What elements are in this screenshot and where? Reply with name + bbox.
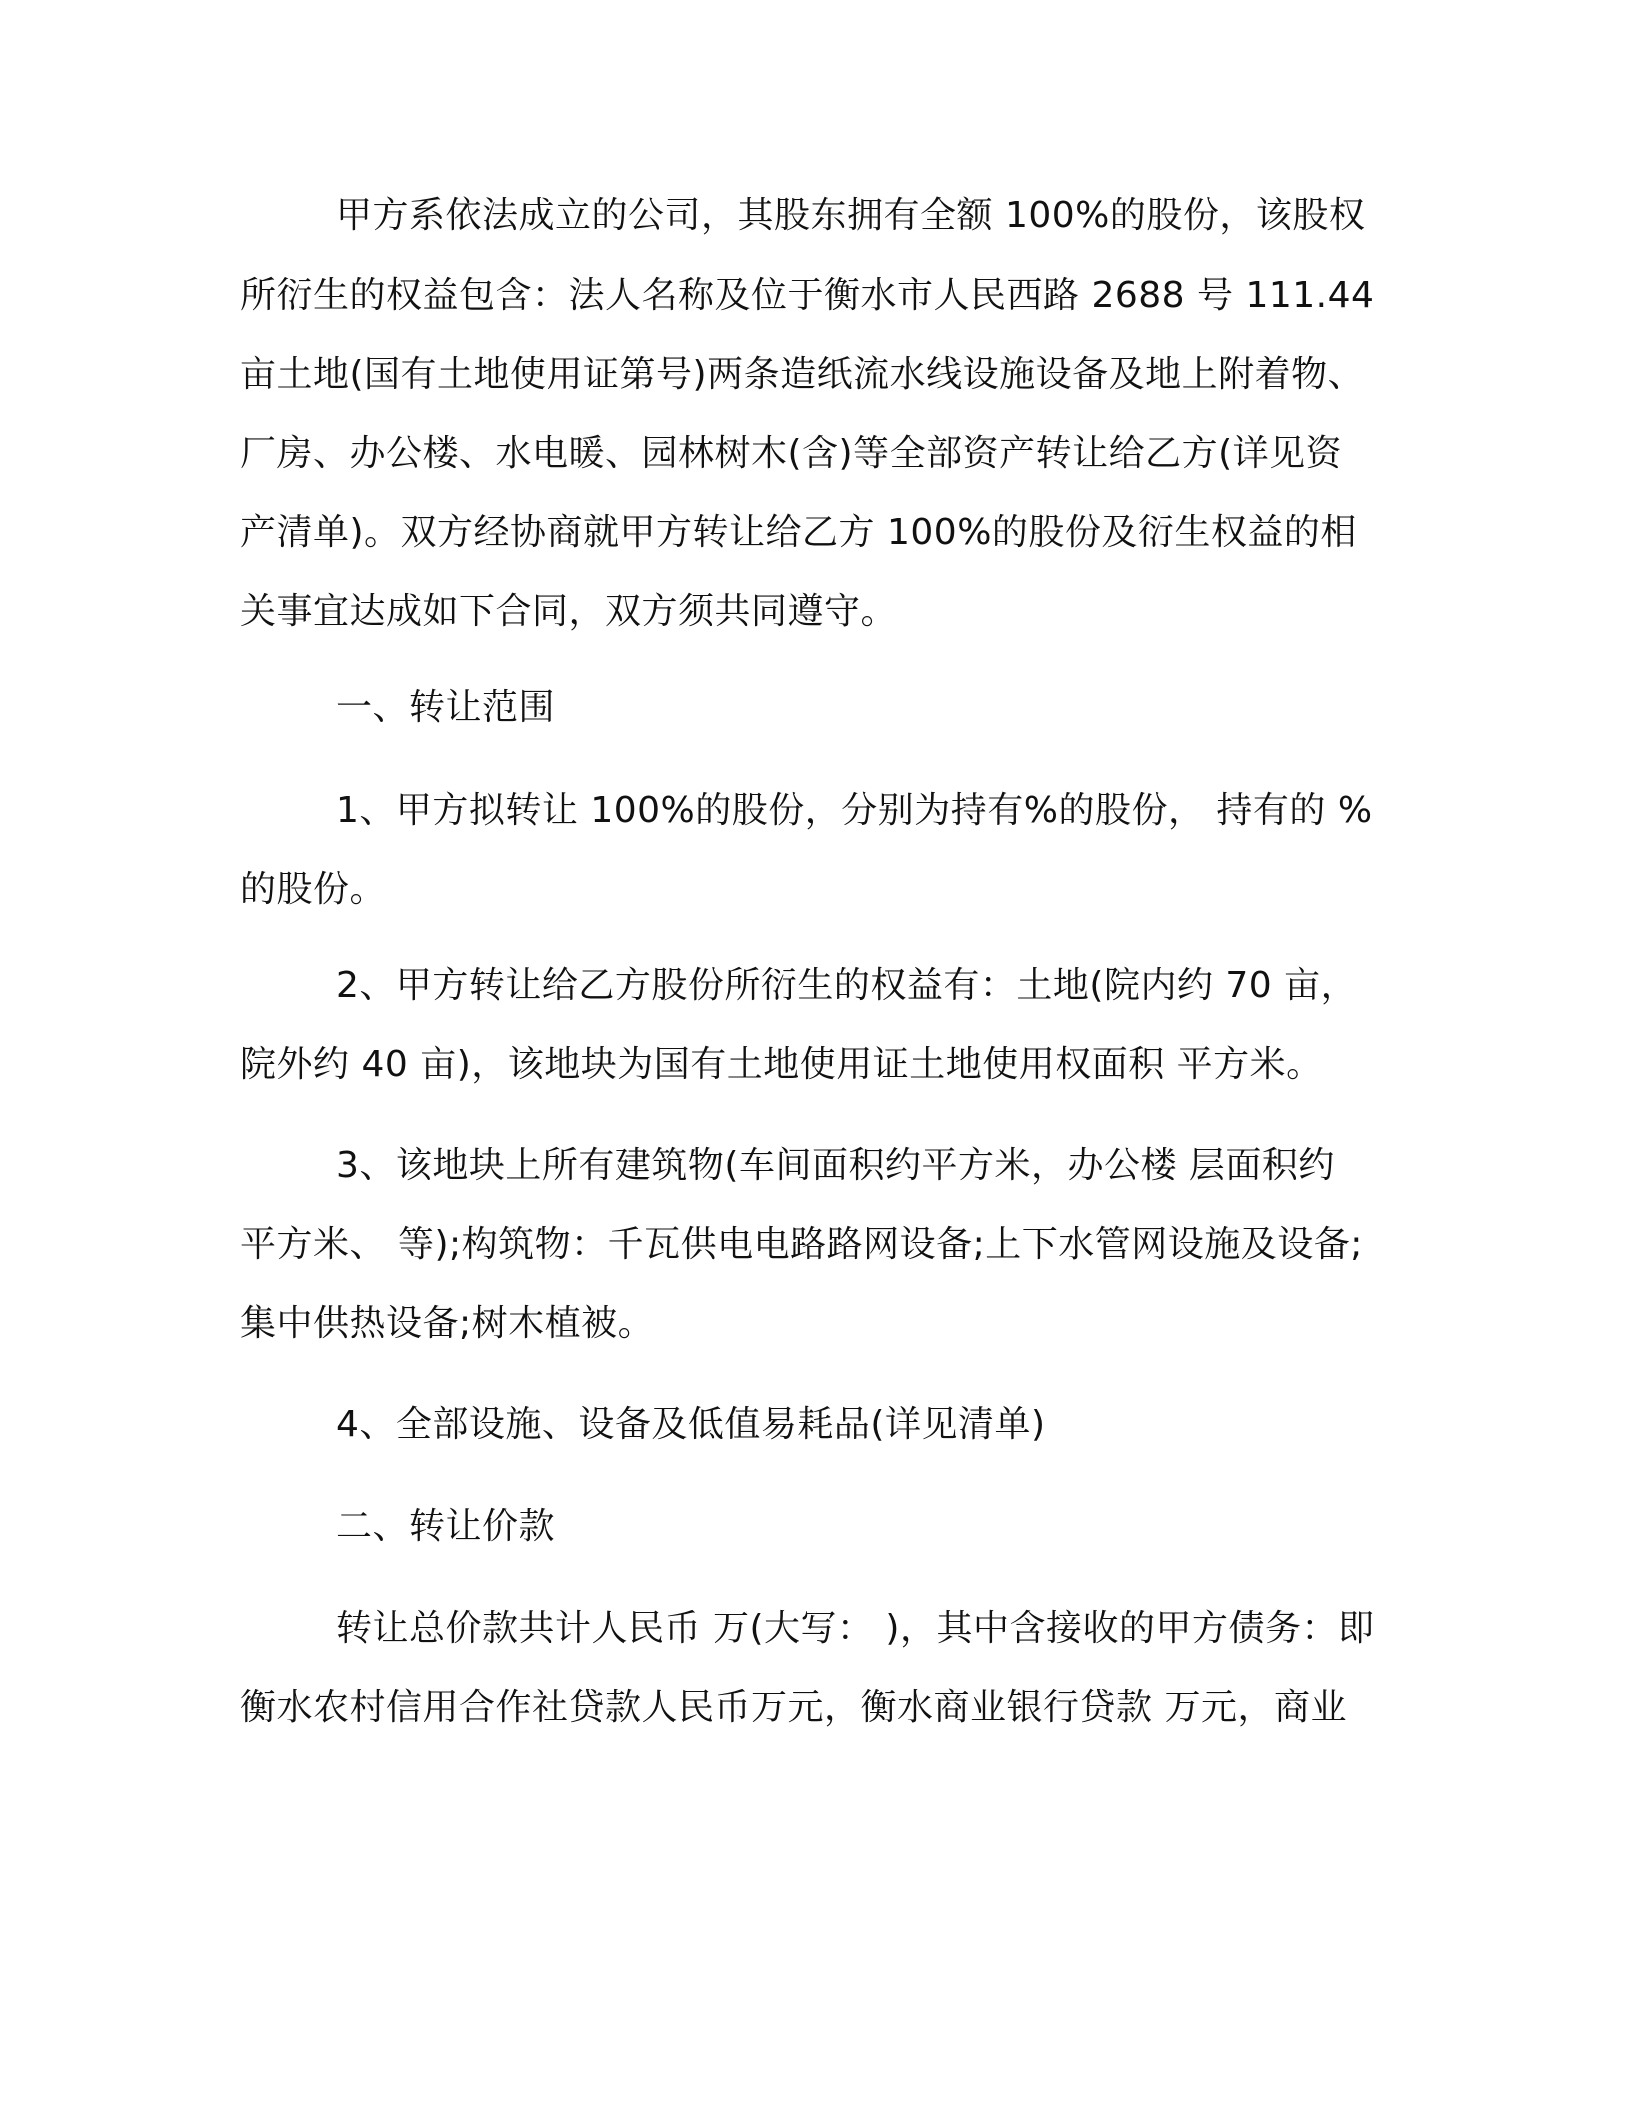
item-1-line-1: 1、甲方拟转让 100%的股份，分别为持有%的股份， 持有的 % (336, 790, 1373, 831)
price-line-1: 转让总价款共计人民币 万(大写： )，其中含接收的甲方债务：即 (336, 1608, 1375, 1649)
item-4-line-1: 4、全部设施、设备及低值易耗品(详见清单) (336, 1404, 1046, 1445)
price-line-2: 衡水农村信用合作社贷款人民币万元，衡水商业银行贷款 万元，商业 (240, 1687, 1347, 1728)
intro-line-3: 亩土地(国有土地使用证第号)两条造纸流水线设施设备及地上附着物、 (240, 354, 1365, 395)
item-3-line-2: 平方米、 等);构筑物：千瓦供电电路路网设备;上下水管网设施及设备; (240, 1224, 1363, 1265)
item-1-line-2: 的股份。 (240, 869, 387, 910)
section-title-price: 二、转让价款 (336, 1506, 556, 1547)
section-title-scope: 一、转让范围 (336, 687, 556, 728)
item-3-line-3: 集中供热设备;树木植被。 (240, 1303, 655, 1344)
intro-line-6: 关事宜达成如下合同，双方须共同遵守。 (240, 591, 898, 632)
intro-line-2: 所衍生的权益包含：法人名称及位于衡水市人民西路 2688 号 111.44 (240, 275, 1375, 316)
intro-line-4: 厂房、办公楼、水电暖、园林树木(含)等全部资产转让给乙方(详见资 (240, 433, 1343, 474)
intro-line-5: 产清单)。双方经协商就甲方转让给乙方 100%的股份及衍生权益的相 (240, 512, 1357, 553)
item-2-line-2: 院外约 40 亩)，该地块为国有土地使用证土地使用权面积 平方米。 (240, 1044, 1323, 1085)
item-3-line-1: 3、该地块上所有建筑物(车间面积约平方米，办公楼 层面积约 (336, 1145, 1335, 1186)
intro-line-1: 甲方系依法成立的公司，其股东拥有全额 100%的股份，该股权 (336, 195, 1366, 236)
item-2-line-1: 2、甲方转让给乙方股份所衍生的权益有：土地(院内约 70 亩， (336, 965, 1358, 1006)
